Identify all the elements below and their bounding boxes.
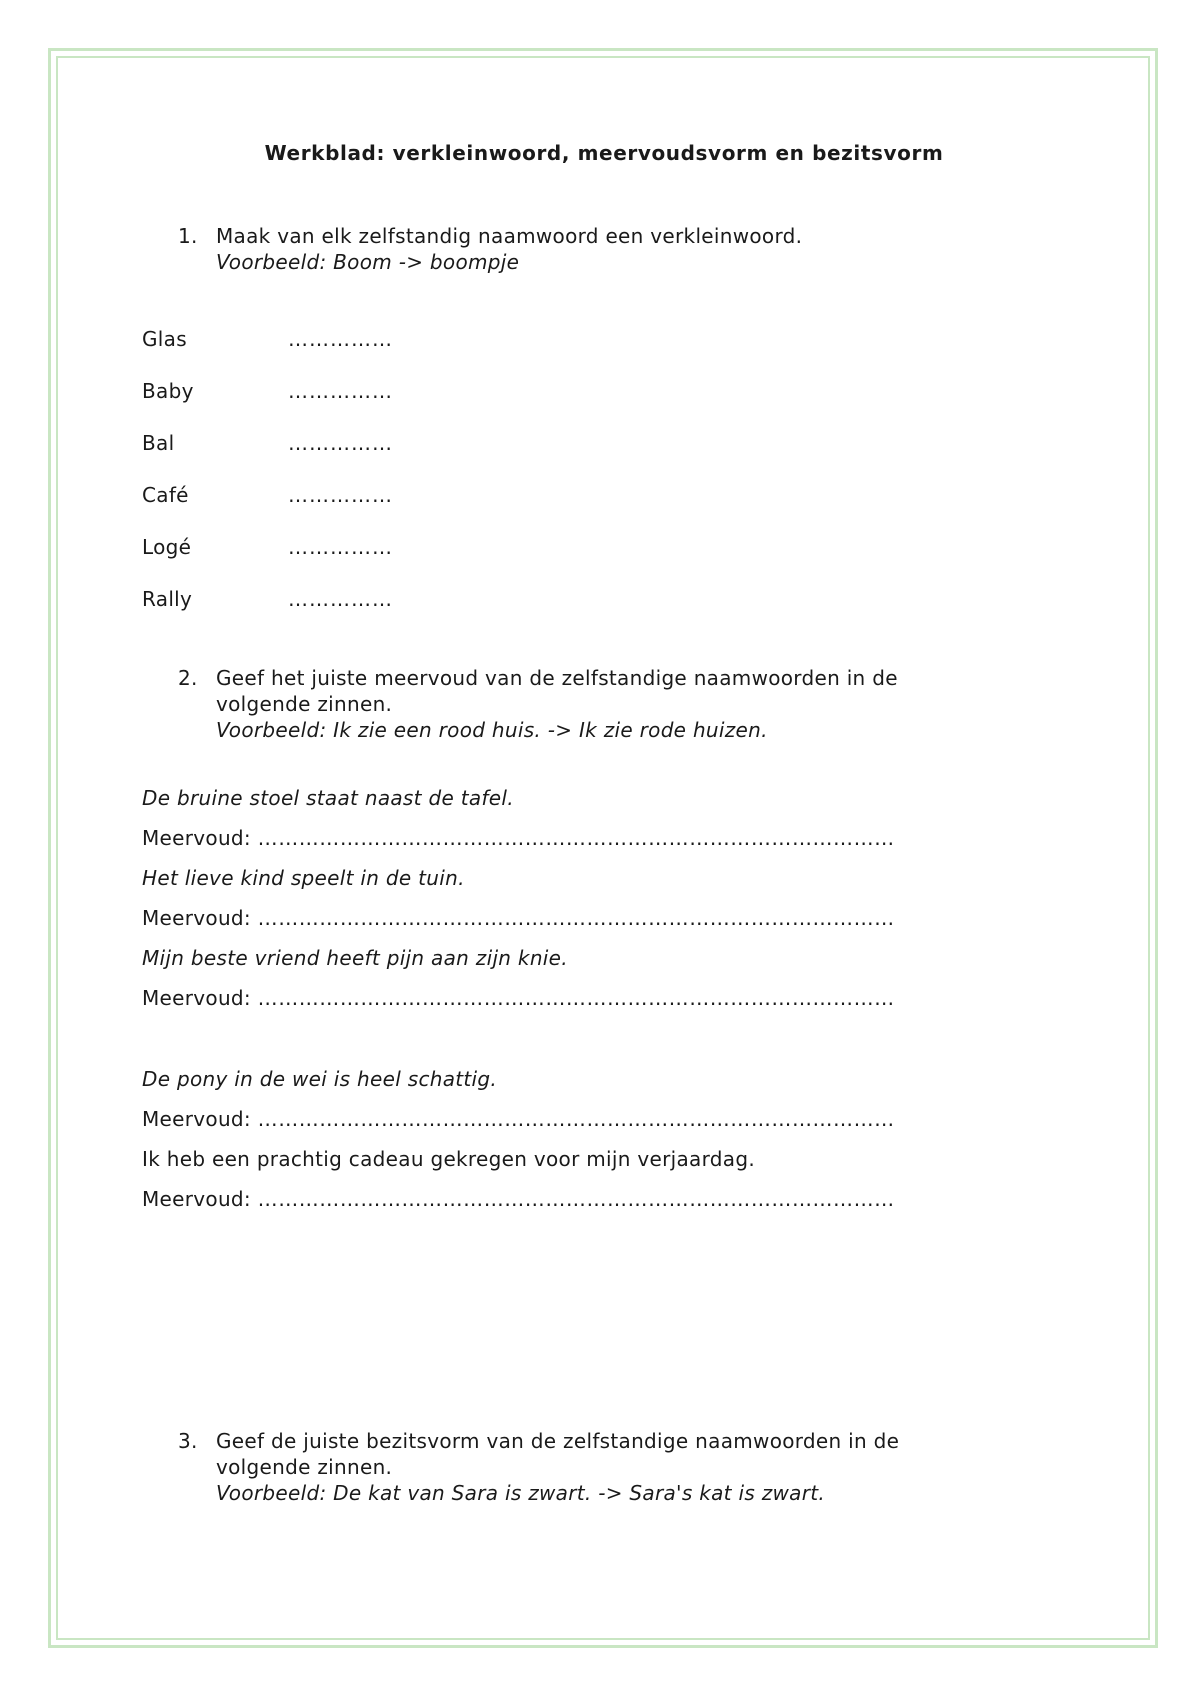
question-3-number: 3. — [178, 1429, 198, 1453]
word-label: Glas — [142, 327, 187, 351]
answer-label: Meervoud: — [142, 826, 251, 850]
answer-label: Meervoud: — [142, 986, 251, 1010]
answer-label: Meervoud: — [142, 1187, 251, 1211]
answer-label: Meervoud: — [142, 1107, 251, 1131]
question-3-instruction-cont: volgende zinnen. — [216, 1455, 393, 1479]
word-label: Café — [142, 483, 189, 507]
question-2-example: Voorbeeld: Ik zie een rood huis. -> Ik zie rode huizen. — [216, 718, 768, 742]
sentence: Ik heb een prachtig cadeau gekregen voor mijn verjaardag. — [142, 1147, 755, 1171]
answer-line — [142, 906, 895, 930]
question-2-number: 2. — [178, 666, 198, 690]
answer-blank[interactable]: …………… — [288, 483, 393, 507]
sentence: De pony in de wei is heel schattig. — [142, 1067, 498, 1091]
sentence: De bruine stoel staat naast de tafel. — [142, 786, 514, 810]
answer-line — [142, 1187, 895, 1211]
answer-blank[interactable]: …………… — [288, 327, 393, 351]
answer-label: Meervoud: — [142, 906, 251, 930]
answer-blank[interactable]: …………… — [288, 379, 393, 403]
answer-blank[interactable]: …………… — [288, 587, 393, 611]
answer-line — [142, 986, 895, 1010]
word-label: Logé — [142, 535, 192, 559]
answer-blank[interactable]: ………………………………………………………………………………… — [257, 986, 895, 1010]
answer-blank[interactable]: ………………………………………………………………………………… — [257, 906, 895, 930]
answer-line — [142, 1107, 895, 1131]
sentence: Het lieve kind speelt in de tuin. — [142, 866, 465, 890]
worksheet-title: Werkblad: verkleinwoord, meervoudsvorm en bezitsvorm — [264, 141, 944, 165]
question-3-instruction: Geef de juiste bezitsvorm van de zelfstandige naamwoorden in de — [216, 1429, 900, 1453]
answer-blank[interactable]: ………………………………………………………………………………… — [257, 1187, 895, 1211]
answer-blank[interactable]: ………………………………………………………………………………… — [257, 826, 895, 850]
sentence: Mijn beste vriend heeft pijn aan zijn knie. — [142, 946, 568, 970]
answer-blank[interactable]: …………… — [288, 431, 393, 455]
question-1-example: Voorbeeld: Boom -> boompje — [216, 250, 520, 274]
question-2-instruction: Geef het juiste meervoud van de zelfstandige naamwoorden in de — [216, 666, 898, 690]
question-2-instruction-cont: volgende zinnen. — [216, 692, 393, 716]
answer-line — [142, 826, 895, 850]
word-label: Bal — [142, 431, 175, 455]
question-1-number: 1. — [178, 224, 198, 248]
question-1-instruction: Maak van elk zelfstandig naamwoord een verkleinwoord. — [216, 224, 803, 248]
answer-blank[interactable]: …………… — [288, 535, 393, 559]
answer-blank[interactable]: ………………………………………………………………………………… — [257, 1107, 895, 1131]
question-3-example: Voorbeeld: De kat van Sara is zwart. -> Sara's kat is zwart. — [216, 1481, 826, 1505]
word-label: Baby — [142, 379, 194, 403]
word-label: Rally — [142, 587, 193, 611]
